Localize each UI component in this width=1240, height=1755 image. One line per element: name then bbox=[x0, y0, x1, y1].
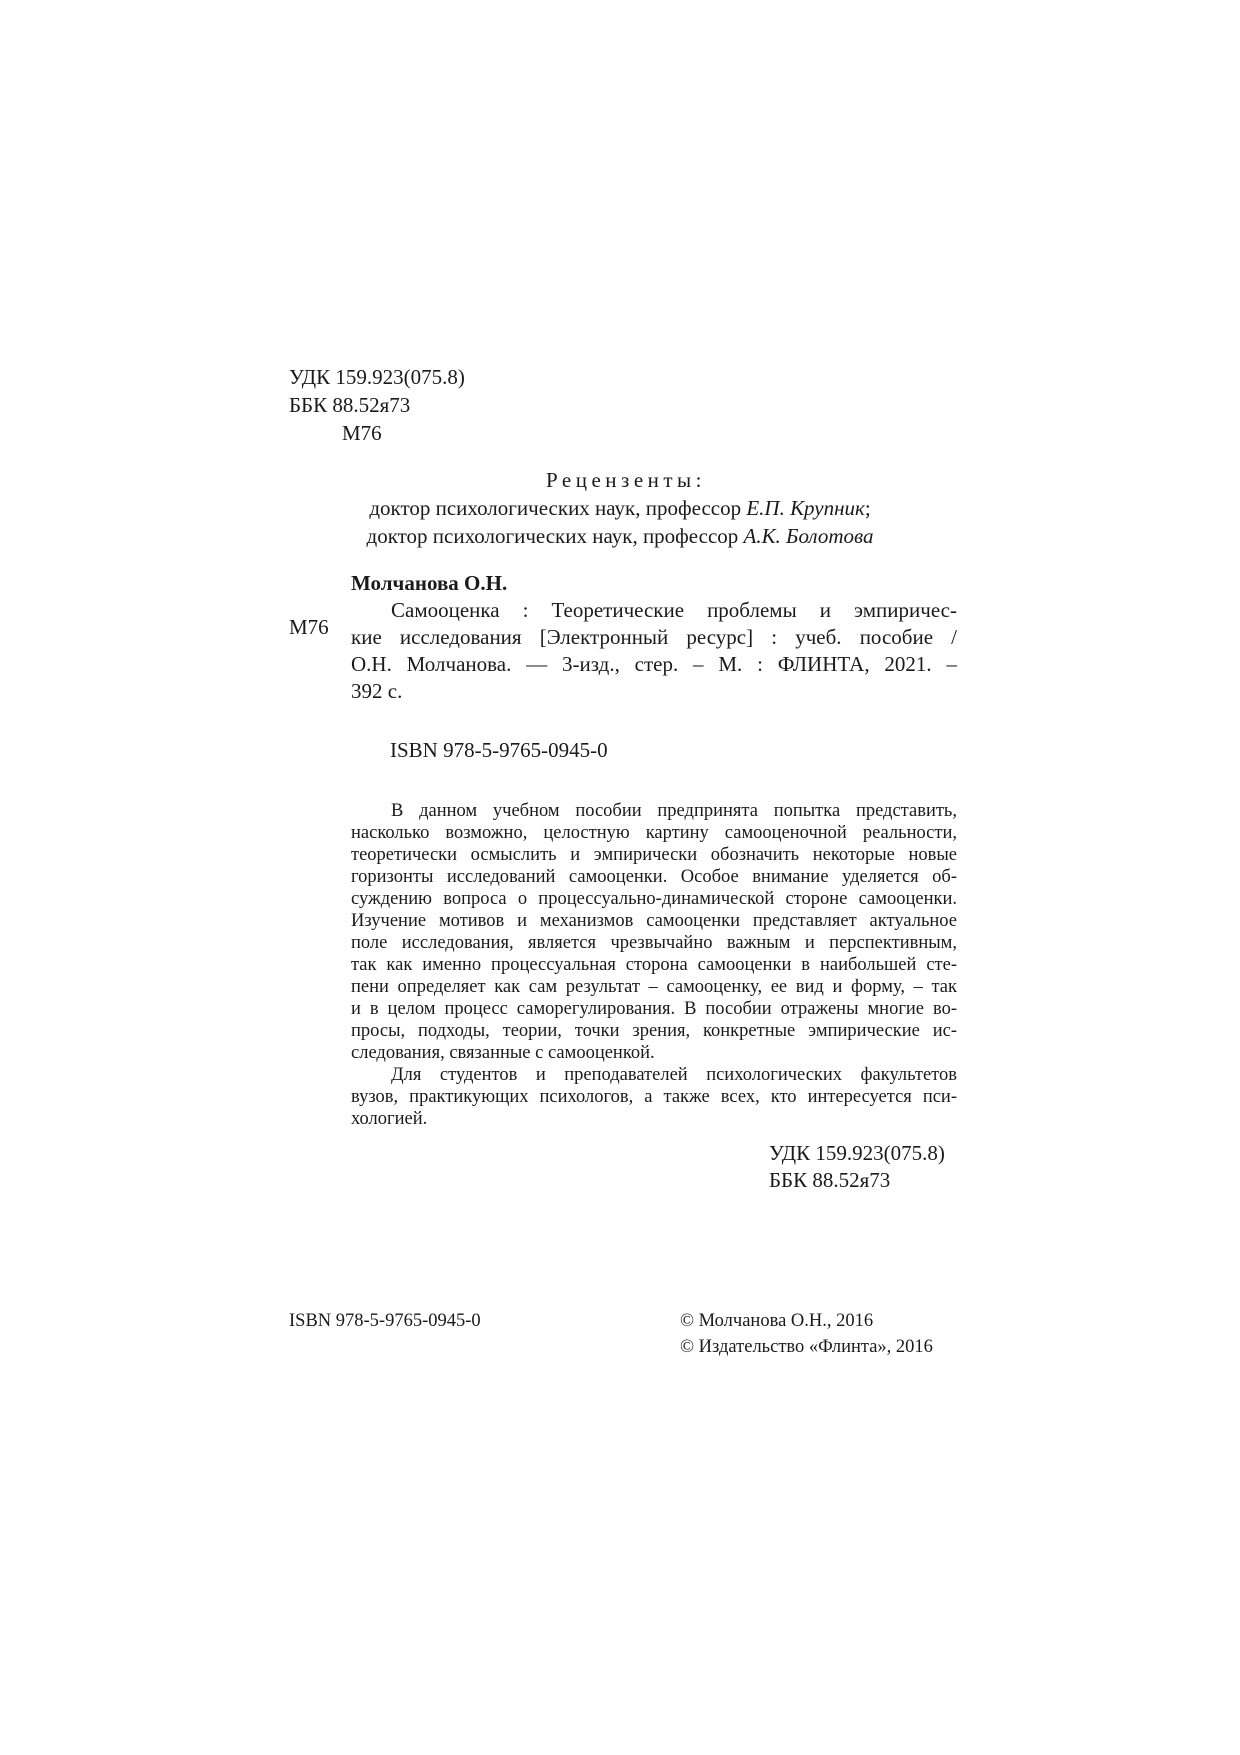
biblio-line: 392 с. bbox=[351, 679, 403, 703]
author-code-top: М76 bbox=[342, 421, 382, 445]
annotation-line: и в целом процесс саморегулирования. В пособии отражены многие во- bbox=[351, 999, 957, 1019]
annotation-line: просы, подходы, теории, точки зрения, конкретные эмпирические ис- bbox=[351, 1021, 957, 1041]
reviewer-2-title: доктор психологических наук, профессор bbox=[366, 524, 744, 548]
annotation-line: хологией. bbox=[351, 1109, 428, 1129]
reviewers-heading: Рецензенты: bbox=[546, 468, 706, 492]
reviewer-2-name: А.К. Болотова bbox=[743, 524, 874, 548]
annotation-line: горизонты исследований самооценки. Особое внимание уделяется об- bbox=[351, 867, 957, 887]
reviewer-1-name: Е.П. Крупник bbox=[746, 496, 865, 520]
annotation-line: так как именно процессуальная сторона самооценки в наибольшей сте- bbox=[351, 955, 957, 975]
annotation-line: пени определяет как сам результат – самооценку, ее вид и форму, – так bbox=[351, 977, 957, 997]
annotation-line: суждению вопроса о процессуально-динамической стороне самооценки. bbox=[351, 889, 957, 909]
bbk-code-top: ББК 88.52я73 bbox=[289, 393, 411, 417]
annotation bbox=[351, 800, 957, 1130]
biblio-line: Самооценка : Теоретические проблемы и эмпиричес- bbox=[391, 598, 957, 622]
reviewer-1-suffix: ; bbox=[864, 496, 871, 520]
author-heading: Молчанова О.Н. bbox=[351, 571, 508, 595]
annotation-line: Для студентов и преподавателей психологических факультетов bbox=[391, 1065, 957, 1085]
isbn-footer: ISBN 978-5-9765-0945-0 bbox=[289, 1311, 481, 1331]
biblio-line: О.Н. Молчанова. — 3-изд., стер. – М. : ФЛИНТА, 2021. – bbox=[351, 652, 957, 676]
annotation-line: насколько возможно, целостную картину самооценочной реальности, bbox=[351, 823, 957, 843]
author-code-record: М76 bbox=[289, 615, 329, 639]
copyright-author: © Молчанова О.Н., 2016 bbox=[680, 1311, 874, 1331]
annotation-line: теоретически осмыслить и эмпирически обозначить некоторые новые bbox=[351, 845, 957, 865]
bbk-code-bottom: ББК 88.52я73 bbox=[769, 1168, 891, 1192]
udk-code-top: УДК 159.923(075.8) bbox=[289, 365, 465, 389]
annotation-line: Изучение мотивов и механизмов самооценки представляет актуальное bbox=[351, 911, 957, 931]
reviewer-2 bbox=[0, 523, 1240, 550]
annotation-line: следования, связанные с самооценкой. bbox=[351, 1043, 655, 1063]
annotation-line: В данном учебном пособии предпринята попытка представить, bbox=[391, 801, 957, 821]
copyright-publisher: © Издательство «Флинта», 2016 bbox=[680, 1337, 933, 1357]
annotation-line: поле исследования, является чрезвычайно важным и перспективным, bbox=[351, 933, 957, 953]
reviewer-1 bbox=[0, 495, 1240, 522]
udk-code-bottom: УДК 159.923(075.8) bbox=[769, 1141, 945, 1165]
reviewer-1-title: доктор психологических наук, профессор bbox=[369, 496, 747, 520]
biblio-line: кие исследования [Электронный ресурс] : учеб. пособие / bbox=[351, 625, 957, 649]
annotation-line: вузов, практикующих психологов, а также всех, кто интересуется пси- bbox=[351, 1087, 957, 1107]
bibliographic-description bbox=[351, 597, 957, 705]
isbn-record: ISBN 978-5-9765-0945-0 bbox=[390, 738, 608, 762]
